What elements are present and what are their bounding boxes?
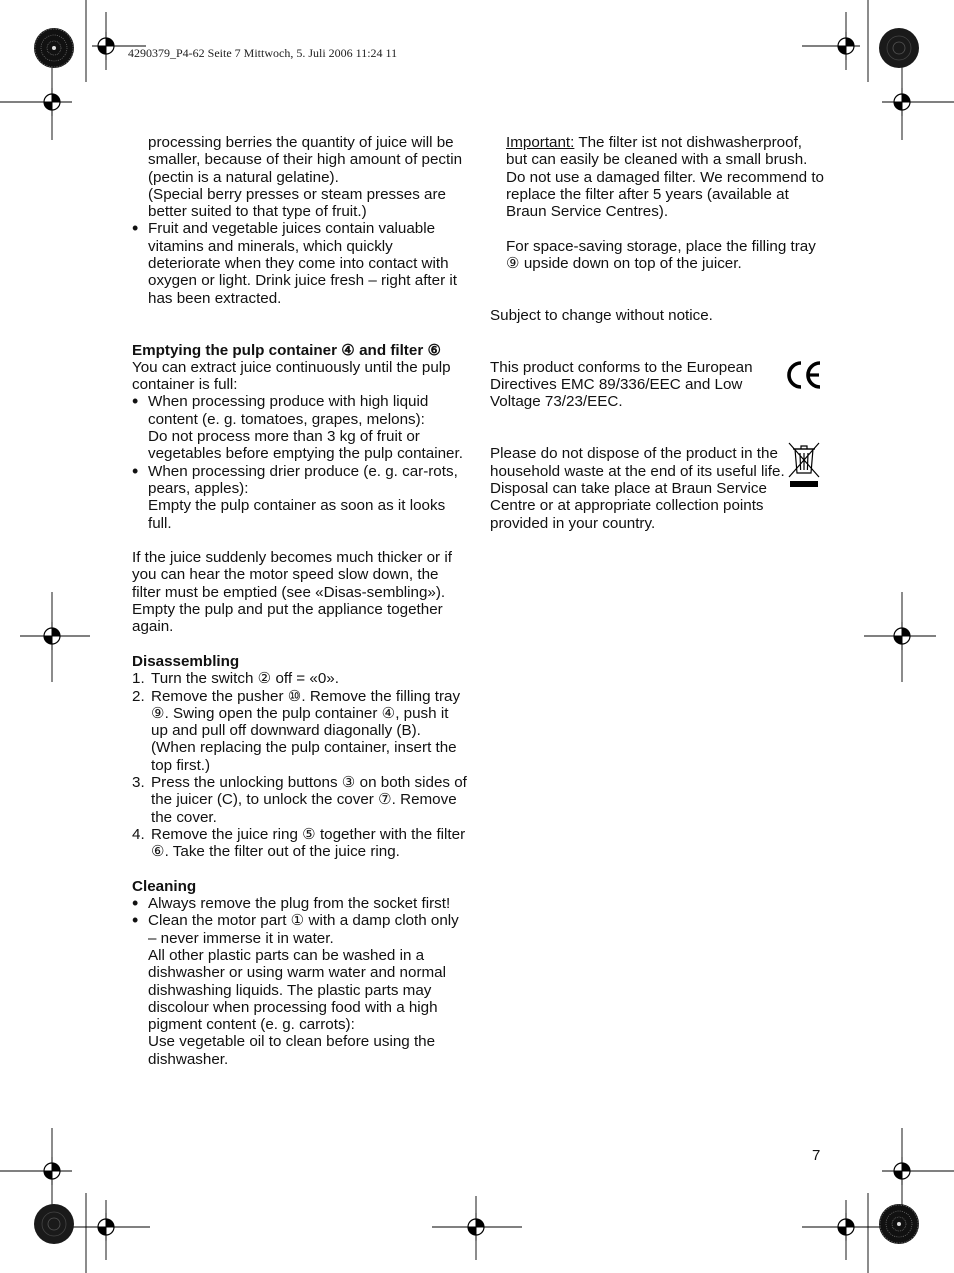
storage-note: For space-saving storage, place the filling tray ⑨ upside down on top of the juicer. bbox=[506, 237, 816, 273]
print-header: 4290379_P4-62 Seite 7 Mittwoch, 5. Juli 2006 11:24 11 bbox=[128, 46, 398, 60]
heading-disassembling: Disassembling bbox=[132, 652, 240, 670]
disassembling-step: 3. Press the unlocking buttons ③ on both sides of the juicer (C), to unlock the cover ⑦. Remove the cover. bbox=[132, 773, 467, 826]
disassembling-step: 2. Remove the pusher ⑩. Remove the filling tray ⑨. Swing open the pulp container ④, push it up and pull off downward diagonally (B). (When replacing the pulp container, insert the top first.) bbox=[132, 687, 461, 774]
heading-cleaning: Cleaning bbox=[132, 877, 197, 895]
cleaning-bullet-1: • Always remove the plug from the socket first! bbox=[132, 895, 468, 912]
disposal-text: Please do not dispose of the product in the household waste at the end of its useful life. Disposal can take place at Braun Service Centre or at appropriate collection points provided in your country. bbox=[490, 445, 785, 532]
emptying-intro: You can extract juice continuously until the pulp container is full: bbox=[132, 358, 451, 394]
emptying-bullet-1-detail: Do not process more than 3 kg of fruit or vegetables before emptying the pulp container. bbox=[148, 428, 463, 463]
right-column bbox=[490, 134, 825, 532]
crossed-bin-icon bbox=[787, 441, 821, 489]
ce-mark-icon bbox=[785, 359, 823, 391]
subject-to-change: Subject to change without notice. bbox=[490, 306, 713, 324]
thick-juice-paragraph-2: Empty the pulp and put the appliance together again. bbox=[132, 601, 443, 636]
ce-block bbox=[490, 359, 825, 411]
emptying-bullet-1: • When processing produce with high liquid content (e. g. tomatoes, grapes, melons): bbox=[132, 393, 468, 428]
thick-juice-paragraph: If the juice suddenly becomes much thicker or if you can hear the motor speed slow down, the filter must be emptied (see «Disas-sembling»). bbox=[132, 549, 452, 601]
important-note: Important: The filter ist not dishwasherproof, but can easily be cleaned with a small brush. Do not use a damaged filter. We recommend to replace the filter after 5 years (available at Braun Service Centres). bbox=[506, 134, 824, 221]
page-number: 7 bbox=[812, 1147, 821, 1164]
cleaning-bullet-2: • Clean the motor part ① with a damp cloth only – never immerse it in water. bbox=[132, 912, 468, 947]
ce-conformity-text: This product conforms to the European Directives EMC 89/336/EEC and Low Voltage 73/23/EEC. bbox=[490, 358, 753, 411]
cleaning-bullet-2-detail: All other plastic parts can be washed in a dishwasher or using warm water and normal dishwashing liquids. The plastic parts may discolour when processing food with a high pigment content (e. g. carrots): bbox=[148, 946, 446, 1034]
left-column bbox=[132, 134, 468, 1068]
cleaning-bullet-2-detail-2: Use vegetable oil to clean before using the dishwasher. bbox=[148, 1033, 436, 1068]
intro-note: (Special berry presses or steam presses are better suited to that type of fruit.) bbox=[148, 185, 446, 221]
emptying-bullet-2: • When processing drier produce (e. g. car-rots, pears, apples): bbox=[132, 463, 468, 498]
disassembling-step: 1. Turn the switch ② off = «0». bbox=[132, 670, 339, 688]
intro-continued: processing berries the quantity of juice will be smaller, because of their high amount of pectin (pectin is a natural gelatine). bbox=[148, 134, 463, 186]
important-label: Important: bbox=[506, 134, 575, 151]
emptying-bullet-2-detail: Empty the pulp container as soon as it looks full. bbox=[148, 497, 446, 532]
disassembling-step: 4. Remove the juice ring ⑤ together with the filter ⑥. Take the filter out of the juice ring. bbox=[132, 825, 466, 861]
disposal-block bbox=[490, 445, 825, 531]
bullet-vitamins: • Fruit and vegetable juices contain valuable vitamins and minerals, which quickly deteriorate when they come into contact with oxygen or light. Drink juice fresh – right after it has been extracted. bbox=[132, 220, 468, 306]
heading-emptying: Emptying the pulp container ④ and filter ⑥ bbox=[132, 341, 442, 359]
